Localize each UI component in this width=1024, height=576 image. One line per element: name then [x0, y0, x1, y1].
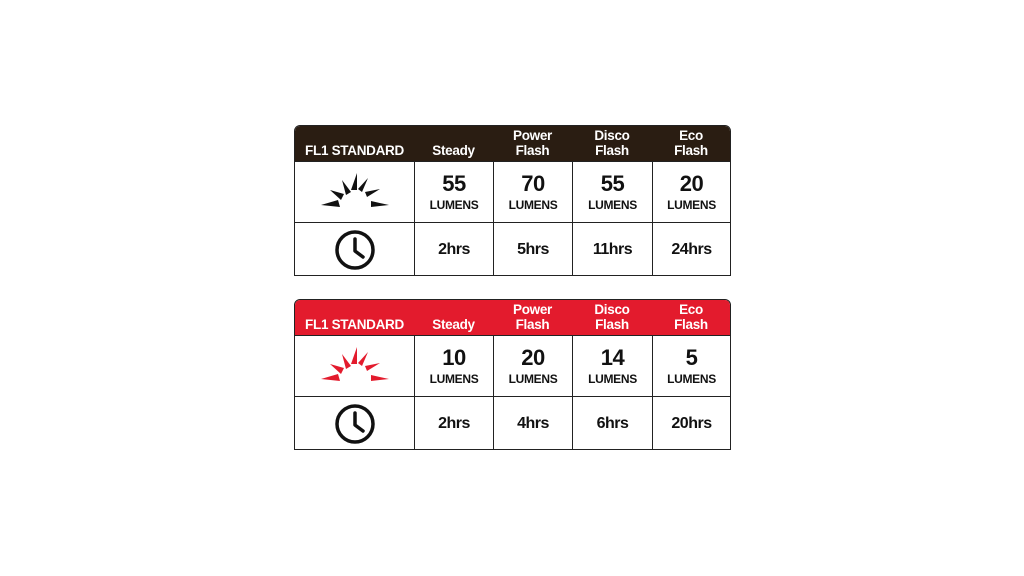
- light-burst-icon: [295, 336, 414, 396]
- lumens-cell: 10 LUMENS: [414, 336, 493, 396]
- mode-disco-flash: Disco Flash: [594, 128, 630, 158]
- spec-table-rear: [294, 299, 731, 450]
- mode-steady: Steady: [432, 143, 475, 158]
- light-burst-icon: [295, 162, 414, 222]
- lumens-cell: 14 LUMENS: [572, 336, 652, 396]
- runtime-row: [295, 396, 730, 450]
- mode-eco-flash: Eco Flash: [674, 128, 708, 158]
- runtime-cell: 2hrs: [414, 397, 493, 450]
- lumens-cell: 55 LUMENS: [414, 162, 493, 222]
- runtime-cell: 24hrs: [652, 223, 730, 276]
- mode-disco-flash: Disco Flash: [594, 302, 630, 332]
- clock-icon: [295, 397, 414, 450]
- mode-power-flash: Power Flash: [512, 302, 552, 332]
- clock-icon: [295, 223, 414, 276]
- lumens-cell: 55 LUMENS: [572, 162, 652, 222]
- model-label: FL1 STANDARD: [305, 317, 404, 332]
- mode-steady: Steady: [432, 317, 475, 332]
- model-label: FL1 STANDARD: [305, 143, 404, 158]
- runtime-cell: 4hrs: [493, 397, 572, 450]
- lumens-cell: 20 LUMENS: [493, 336, 572, 396]
- runtime-row: [295, 222, 730, 276]
- lumens-row: [295, 335, 730, 396]
- table-header: [295, 300, 730, 335]
- runtime-cell: 6hrs: [572, 397, 652, 450]
- mode-eco-flash: Eco Flash: [674, 302, 708, 332]
- runtime-cell: 11hrs: [572, 223, 652, 276]
- lumens-cell: 70 LUMENS: [493, 162, 572, 222]
- table-header: [295, 126, 730, 161]
- runtime-cell: 2hrs: [414, 223, 493, 276]
- mode-power-flash: Power Flash: [512, 128, 552, 158]
- runtime-cell: 20hrs: [652, 397, 730, 450]
- lumens-cell: 20 LUMENS: [652, 162, 730, 222]
- spec-table-front: [294, 125, 731, 276]
- lumens-row: [295, 161, 730, 222]
- lumens-cell: 5 LUMENS: [652, 336, 730, 396]
- runtime-cell: 5hrs: [493, 223, 572, 276]
